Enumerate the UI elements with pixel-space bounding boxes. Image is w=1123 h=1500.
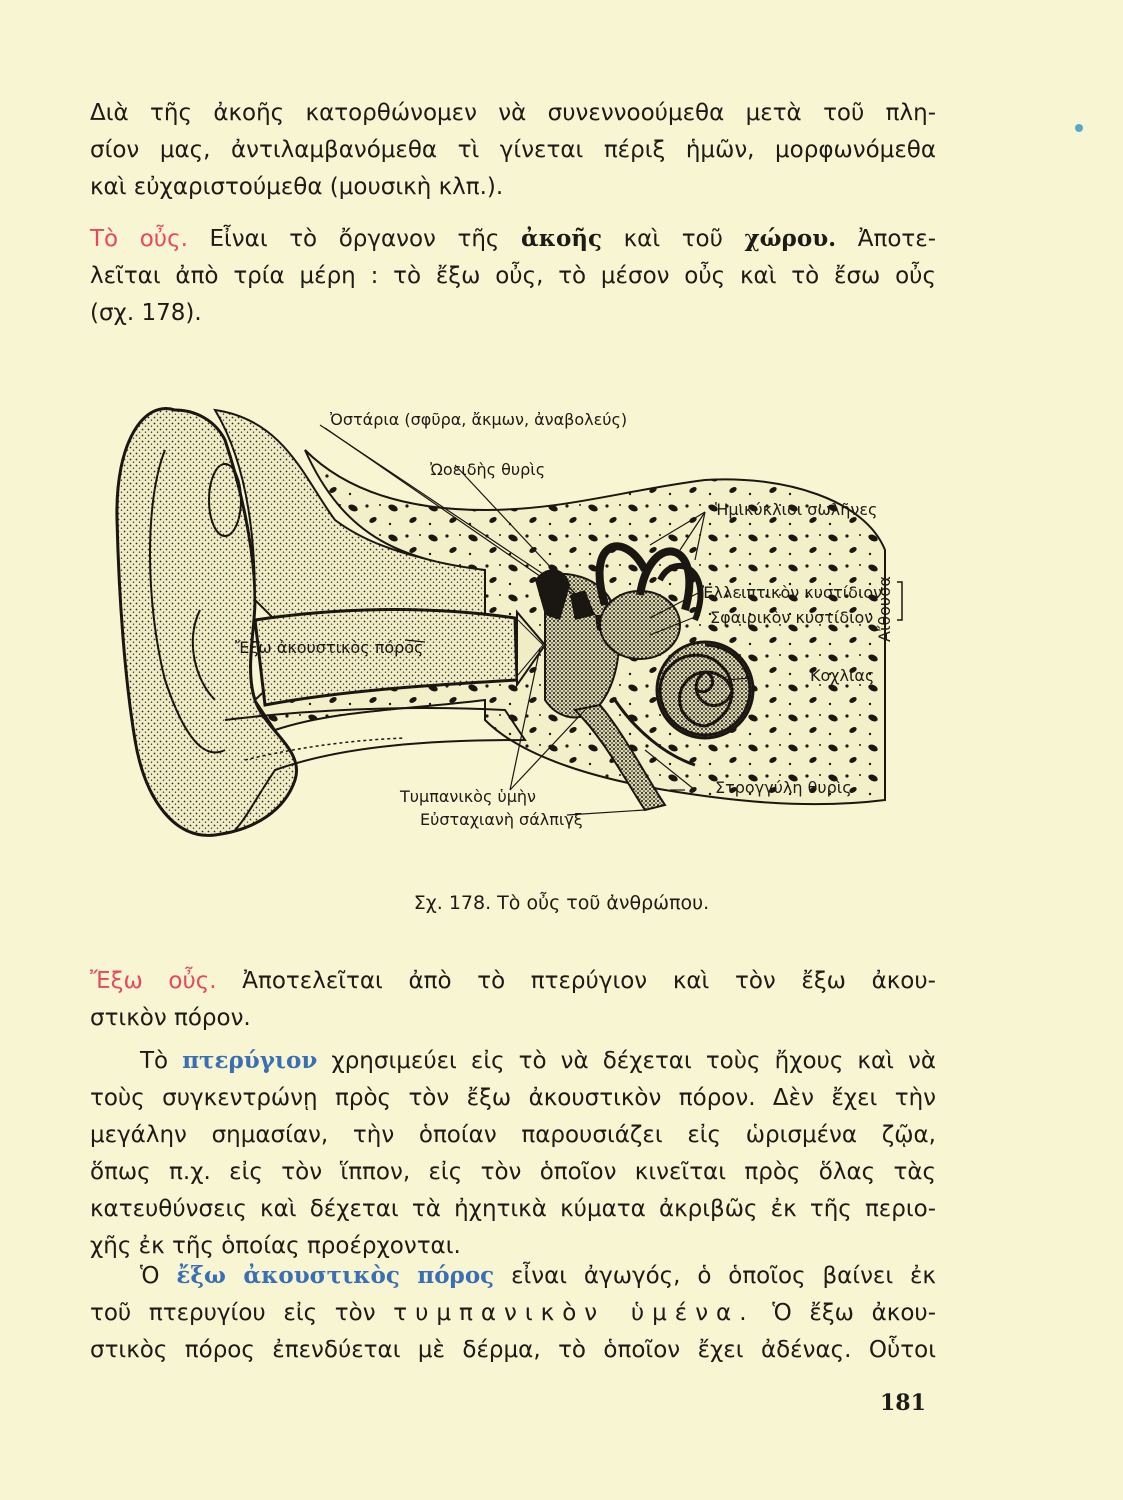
spaced-term-eardrum: τυμπανικὸν ὑμένα. [393,1300,755,1326]
text-line [90,963,936,1000]
text-line: (σχ. 178). [90,300,202,326]
text-line: σίον μας, ἀντιλαμβανόμεθα τὶ γίνεται πέριξ ἡμῶν, μορφωνόμεθα [90,137,936,163]
text-line: στικὸς πόρος ἐπενδύεται μὲ δέρμα, τὸ ὁποῖον ἔχει ἀδένας. Οὗτοι [90,1337,936,1363]
text-run: Ὁ ἔξω ἀκου- [754,1300,936,1326]
text-line: καὶ εὐχαριστούμεθα (μουσικὴ κλπ.). [90,174,504,200]
text-line: στικὸν πόρον. [90,1005,251,1031]
text-line: κατευθύνσεις καὶ δέχεται τὰ ἠχητικὰ κύματα ἀκριβῶς ἐκ τῆς περιο- [90,1196,936,1222]
text-run: εἶναι ἀγωγός, ὁ ὁποῖος βαίνει ἐκ [494,1263,936,1289]
intro-paragraph [90,95,936,206]
ear-canal-paragraph [90,1257,936,1369]
label-utricle: Ἐλλειπτικὸν κυστίδιον [702,583,883,602]
text-line: ὅπως π.χ. εἰς τὸν ἵππον, εἰς τὸν ὁποῖον κινεῖται πρὸς ὅλας τὰς [90,1159,936,1185]
bold-term-space: χώρου. [744,225,837,252]
figure-caption: Σχ. 178. Τὸ οὖς τοῦ ἀνθρώπου. [413,892,710,914]
vestibule-shape [600,591,680,659]
text-run: Ἀποτελεῖται ἀπὸ τὸ πτερύγιον καὶ τὸν ἔξω ἀκου- [216,968,936,994]
text-line [90,1257,936,1295]
label-semicircular-canals: Ἡμικύκλιοι σωλῆνες [715,500,878,519]
label-oval-window: Ὠοειδὴς θυρὶς [430,460,546,479]
text-run: χρησιμεύει εἰς τὸ νὰ δέχεται τοὺς ἤχους καὶ νὰ [317,1048,936,1074]
text-run: καὶ τοῦ [602,226,745,252]
label-vestibule: Αἴθουσα [875,576,894,642]
text-line: τοὺς συγκεντρώνῃ πρὸς τὸν ἔξω ἀκουστικὸν πόρον. Δὲν ἔχει τὴν [90,1085,936,1111]
text-line: Διὰ τῆς ἀκοῆς κατορθώνομεν νὰ συνεννοούμεθα μετὰ τοῦ πλη- [90,100,936,126]
label-ossicles: Ὀστάρια (σφῦρα, ἄκμων, ἀναβολεύς) [330,410,628,429]
text-run: Εἶναι τὸ ὄργανον τῆς [187,226,522,252]
text-run: Ἀποτε- [836,226,936,252]
outer-ear-paragraph [90,963,936,1037]
term-pinna: πτερύγιον [182,1047,318,1074]
margin-dot-mark [1075,124,1083,132]
label-ear-canal: Ἔξω ἀκουστικὸς πόρος [235,638,424,657]
section-heading-outer-ear: Ἔξω οὖς. [90,968,217,994]
text-line: μεγάλην σημασίαν, τὴν ὁποίαν παρουσιάζει εἰς ὡρισμένα ζῷα, [90,1122,936,1148]
label-eustachian-tube: Εὐσταχιανὴ σάλπιγξ [420,810,583,829]
text-line: χῆς ἐκ τῆς ὁποίας προέρχονται. [90,1233,461,1259]
ear-definition-paragraph [90,220,936,332]
text-run: Τὸ [140,1048,183,1074]
text-line [90,1042,936,1080]
text-run: Ὁ [140,1263,177,1289]
label-eardrum: Τυμπανικὸς ὑμὴν [400,787,536,806]
label-saccule: Σφαιρικὸν κυστίδιον [710,608,874,627]
text-line: λεῖται ἀπὸ τρία μέρη : τὸ ἔξω οὖς, τὸ μέσον οὖς καὶ τὸ ἔσω οὖς [90,263,936,289]
page-number: 181 [880,1390,926,1416]
pinna-paragraph [90,1042,936,1265]
text-line [90,1295,936,1332]
bold-term-hearing: ἀκοῆς [521,225,603,252]
text-line [90,220,936,258]
label-cochlea: Κοχλίας [810,666,875,685]
term-ear-canal: ἔξω ἀκουστικὸς πόρος [176,1262,495,1289]
cochlea-shape [657,642,753,738]
section-heading-ear: Τὸ οὖς. [90,226,188,252]
ear-anatomy-figure [105,380,945,850]
text-run: τοῦ πτερυγίου εἰς τὸν [90,1300,394,1326]
label-round-window: Στρογγύλη θυρὶς [715,778,852,797]
